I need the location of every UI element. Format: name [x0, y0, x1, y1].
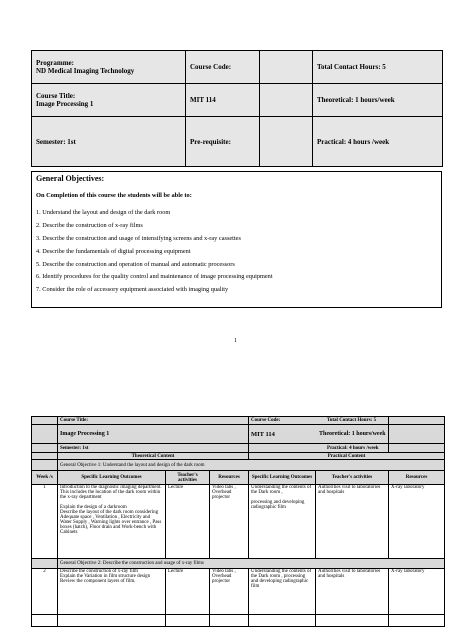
- p-outcomes-cell: Understanding the contents of the Dark room , processing and developing radiographic film: [249, 485, 316, 559]
- week-cell: 2: [32, 569, 58, 615]
- p-outcomes-cell: Understanding the contents of the Dark room , processing and developing radiographic film: [249, 569, 316, 615]
- table-row: [32, 485, 445, 559]
- t2-practical-cell: [327, 444, 445, 453]
- p-resources-cell: X-ray laboratory: [389, 569, 445, 615]
- course-title-cell: [32, 84, 186, 117]
- p-teacher-cell: Authorities visit to laboratories and hospitals: [316, 485, 389, 559]
- header-p-outcomes: Specific Learning Outcomes: [249, 471, 316, 485]
- programme-cell: [32, 51, 186, 84]
- page-number: 1: [234, 338, 237, 344]
- course-info-table: [31, 50, 443, 167]
- course-code-label: Course Code:: [186, 51, 260, 84]
- teacher-cell: Lecture: [166, 569, 210, 615]
- practical-content-header: Practical Content: [249, 453, 445, 460]
- course-title-label: Course Title:: [36, 92, 76, 100]
- blank-cell: [32, 417, 58, 425]
- objective-item: 6. Identify procedures for the quality control and maintenance of image processing equipment: [36, 273, 273, 280]
- course-code-value: MIT 114: [186, 84, 260, 117]
- teacher-cell: Lecture: [166, 485, 210, 559]
- t2-theoretical-text: Theoretical: 1 hours/week: [319, 431, 386, 437]
- week-cell: 1: [32, 485, 58, 559]
- objective-item: 4. Describe the fundamentals of digital processing equipment: [36, 248, 191, 255]
- blank-cell: [32, 559, 58, 569]
- objective-item: 2. Describe the construction of x-ray films: [36, 222, 143, 229]
- table-row: [32, 569, 445, 615]
- theoretical-content-header: Theoretical Content: [58, 453, 249, 460]
- header-teacher: Teacher's activities: [166, 471, 210, 485]
- header-outcomes: Specific Learning Outcomes: [58, 471, 166, 485]
- prerequisite-label: Pre-requisite:: [186, 117, 260, 167]
- table-row: [32, 615, 445, 627]
- header-p-resources: Resources: [389, 471, 445, 485]
- blank-cell: [32, 615, 58, 627]
- blank-cell: [32, 444, 58, 453]
- header-week: Week /s: [32, 471, 58, 485]
- t2-semester: Semester: 1st: [58, 444, 249, 453]
- p-resources-cell: X-ray laboratory: [389, 485, 445, 559]
- t2-course-code-label: Course Code:: [249, 417, 389, 425]
- t2-course-code-value: MIT 114: [249, 425, 389, 444]
- header-p-teacher: Teacher's activities: [316, 471, 389, 485]
- blank-cell: [58, 615, 166, 627]
- general-objectives-box: [31, 171, 442, 308]
- objective-item: 7. Consider the role of accessory equipment associated with imaging quality: [36, 286, 229, 293]
- blank-cell: [32, 460, 58, 471]
- programme-label: Programme:: [36, 59, 74, 67]
- blank-cell: [32, 425, 58, 444]
- semester: Semester: 1st: [32, 117, 186, 167]
- objective-item: 5. Describe the construction and operation of manual and automatic processors: [36, 261, 235, 268]
- general-objectives-title: General Objectives:: [36, 174, 105, 183]
- blank-cell: [249, 615, 316, 627]
- objective-item: 1. Understand the layout and design of the dark room: [36, 209, 171, 216]
- resources-cell: Video tabs , Overhead projector: [210, 485, 249, 559]
- p-teacher-cell: Authorities visit to laboratories and hospitals: [316, 569, 389, 615]
- course-code-value-blank: [260, 84, 313, 117]
- blank-cell: [210, 615, 249, 627]
- header-resources: Resources: [210, 471, 249, 485]
- outcomes-cell: Introduction to the diagnostic imaging department. This includes the location of the dark room within the x-ray department Explain the design of a darkroom Describe the layout of the dark room considering Adequate space , Ventilation , Electricity and Water Supply , Warning lights over entrance , Pass boxes (hatch), Floor drain and Work-bench with Cabinets: [58, 485, 166, 559]
- practical-hours: Practical: 4 hours /week: [313, 117, 443, 167]
- t2-practical-text: Practical: 4 hours /week: [327, 445, 379, 451]
- outcomes-cell: Describe the construction of x-ray film Explain the Variation in film structure design Review the component layers of film.: [58, 569, 166, 615]
- t2-course-title-label: Course Title:: [58, 417, 249, 425]
- t2-total-contact-hours: [327, 417, 445, 425]
- blank-cell: [166, 615, 210, 627]
- general-objectives-intro: On Completion of this course the students will be able to:: [36, 192, 192, 199]
- blank-cell: [389, 615, 445, 627]
- t2-theoretical-cell: [319, 425, 445, 444]
- t2-total-contact-hours-text: Total Contact Hours: 5: [327, 418, 377, 423]
- theoretical-hours: Theoretical: 1 hours/week: [313, 84, 443, 117]
- t2-course-title-value: Image Processing 1: [58, 425, 249, 444]
- blank-cell: [32, 453, 58, 460]
- course-content-table: [31, 416, 445, 627]
- blank-cell: [316, 615, 389, 627]
- programme-value: ND Medical Imaging Technology: [36, 67, 135, 75]
- prerequisite-blank: [260, 117, 313, 167]
- objective-item: 3. Describe the construction and usage of intensifying screens and x-ray cassettes: [36, 235, 241, 242]
- general-objective-1: General Objective 1: Understand the layout and design of the dark room: [58, 460, 445, 471]
- course-code-blank: [260, 51, 313, 84]
- general-objective-2: General Objective 2: Describe the construction and usage of x-ray films: [58, 559, 445, 569]
- resources-cell: Video tabs , Overhead projector: [210, 569, 249, 615]
- total-contact-hours: Total Contact Hours: 5: [313, 51, 443, 84]
- course-title-value: Image Processing 1: [36, 100, 94, 108]
